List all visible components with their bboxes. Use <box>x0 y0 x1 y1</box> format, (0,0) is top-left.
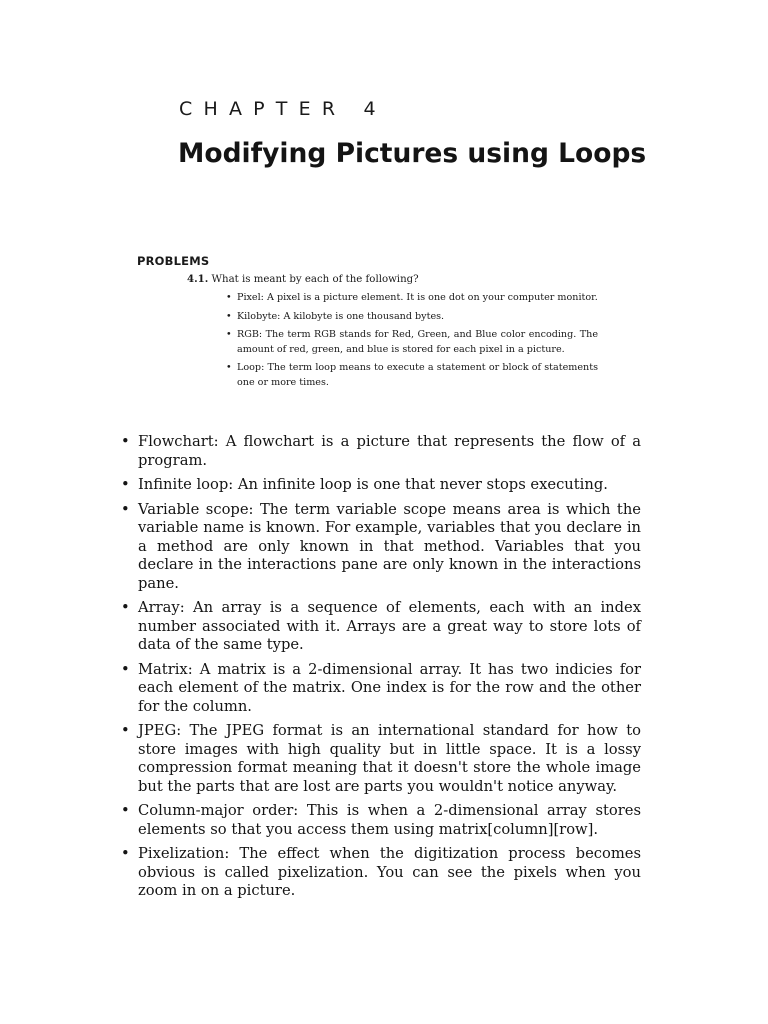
definition-list <box>121 433 641 907</box>
definition-text: Pixelization: The effect when the digitization process becomes obvious is called pixelization. You can see the pixels when you zoom in on a picture. <box>138 845 641 899</box>
problem-question-text: What is meant by each of the following? <box>211 274 419 285</box>
list-item <box>226 328 598 357</box>
list-item <box>121 433 641 470</box>
definition-text: Flowchart: A flowchart is a picture that represents the flow of a program. <box>138 433 641 469</box>
list-item <box>226 310 598 325</box>
list-item <box>121 845 641 901</box>
chapter-title: Modifying Pictures using Loops <box>178 138 647 169</box>
problem-question <box>187 272 419 287</box>
bullet-icon: • <box>121 845 130 862</box>
definition-text: Column-major order: This is when a 2-dimensional array stores elements so that you access them using matrix[column][row]. <box>138 802 641 838</box>
list-item-text: Kilobyte: A kilobyte is one thousand bytes. <box>237 310 445 322</box>
bullet-icon: • <box>226 362 232 374</box>
definition-text: Array: An array is a sequence of elements, each with an index number associated with it. Arrays are a great way to store lots of data of the same type. <box>138 599 641 653</box>
problems-heading: PROBLEMS <box>137 254 210 268</box>
list-item-text: Pixel: A pixel is a picture element. It is one dot on your computer monitor. <box>237 292 598 303</box>
bullet-icon: • <box>121 433 130 450</box>
bullet-icon: • <box>121 722 130 739</box>
bullet-icon: • <box>121 660 130 678</box>
definition-text: Infinite loop: An infinite loop is one that never stops executing. <box>138 476 608 493</box>
list-item <box>226 291 598 306</box>
chapter-label: CHAPTER 4 <box>179 98 387 120</box>
definition-text: Variable scope: The term variable scope means area is which the variable name is known. For example, variables that you declare in a method are only known in that method. Variables that you declare in the interactions pane are only known in the interactions pane. <box>138 500 641 592</box>
bullet-icon: • <box>121 802 130 819</box>
list-item <box>226 361 598 390</box>
problem-answer-list <box>226 291 598 395</box>
list-item <box>121 722 641 796</box>
problem-number: 4.1. <box>187 273 209 285</box>
bullet-icon: • <box>226 310 232 322</box>
list-item <box>121 661 641 717</box>
list-item-text: RGB: The term RGB stands for Red, Green, and Blue color encoding. The amount of red, green, and blue is stored for each pixel in a picture. <box>237 329 598 355</box>
definition-text: Matrix: A matrix is a 2-dimensional array. It has two indicies for each element of the matrix. One index is for the row and the other for the column. <box>138 660 641 715</box>
bullet-icon: • <box>226 292 232 303</box>
list-item <box>121 501 641 594</box>
list-item <box>121 599 641 655</box>
bullet-icon: • <box>226 329 232 341</box>
list-item-text: Loop: The term loop means to execute a statement or block of statements one or more times. <box>237 362 598 388</box>
bullet-icon: • <box>121 599 130 616</box>
list-item <box>121 802 641 839</box>
bullet-icon: • <box>121 500 130 518</box>
bullet-icon: • <box>121 476 130 493</box>
list-item <box>121 476 641 495</box>
definition-text: JPEG: The JPEG format is an international standard for how to store images with high quality but in little space. It is a lossy compression format meaning that it doesn't store the whole image but the parts that are lost are parts you wouldn't notice anyway. <box>138 722 641 795</box>
